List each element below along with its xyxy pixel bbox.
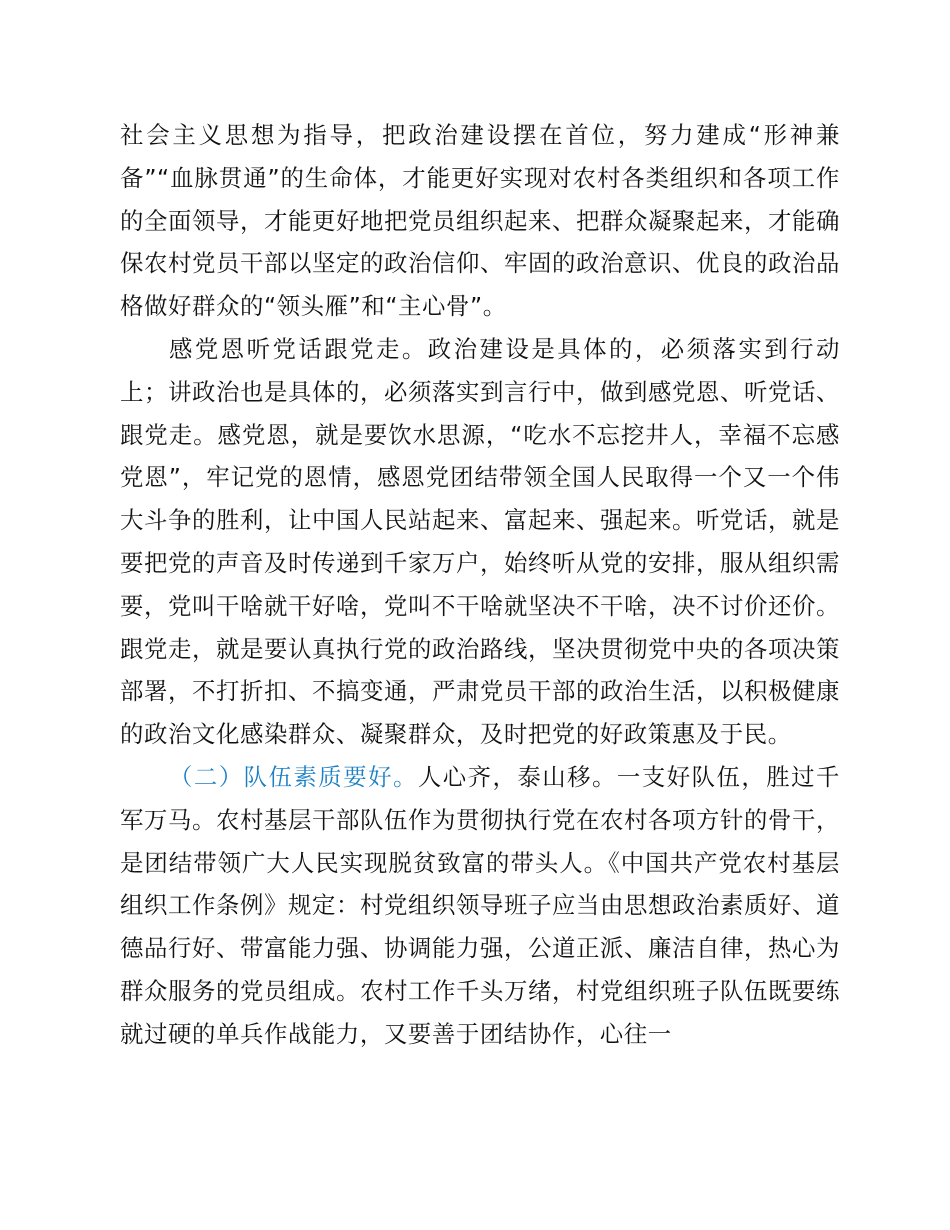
paragraph-2 xyxy=(120,328,840,756)
paragraph-3-text: 人心齐，泰山移。一支好队伍，胜过千军万马。农村基层干部队伍作为贯彻执行党在农村各项方针的骨干，是团结带领广大人民实现脱贫致富的带头人。《中国共产党农村基层组织工作条例》规定：村党组织领导班子应当由思想政治素质好、道德品行好、带富能力强、协调能力强，公道正派、廉洁自律，热心为群众服务的党员组成。农村工作千头万绪，村党组织班子队伍既要练就过硬的单兵作战能力，又要善于团结协作，心往一 xyxy=(120,762,841,1048)
paragraph-1 xyxy=(120,114,840,328)
document-page xyxy=(120,114,840,1056)
paragraph-3 xyxy=(120,756,840,1056)
paragraph-1-text: 社会主义思想为指导，把政治建设摆在首位，努力建成“形神兼备”“血脉贯通”的生命体，才能更好实现对农村各类组织和各项工作的全面领导，才能更好地把党员组织起来、把群众凝聚起来，才能确保农村党员干部以坚定的政治信仰、牢固的政治意识、优良的政治品格做好群众的“领头雁”和“主心骨”。 xyxy=(120,121,840,321)
section-heading: （二）队伍素质要好。 xyxy=(169,762,418,791)
paragraph-2-text: 感党恩听党话跟党走。政治建设是具体的，必须落实到行动上；讲政治也是具体的，必须落实到言行中，做到感党恩、听党话、跟党走。感党恩，就是要饮水思源，“吃水不忘挖井人，幸福不忘感党恩”，牢记党的恩情，感恩党团结带领全国人民取得一个又一个伟大斗争的胜利，让中国人民站起来、富起来、强起来。听党话，就是要把党的声音及时传递到千家万户，始终听从党的安排，服从组织需要，党叫干啥就干好啥，党叫不干啥就坚决不干啥，决不讨价还价。跟党走，就是要认真执行党的政治路线，坚决贯彻党中央的各项决策部署，不打折扣、不搞变通，严肃党员干部的政治生活，以积极健康的政治文化感染群众、凝聚群众，及时把党的好政策惠及于民。 xyxy=(120,334,840,749)
